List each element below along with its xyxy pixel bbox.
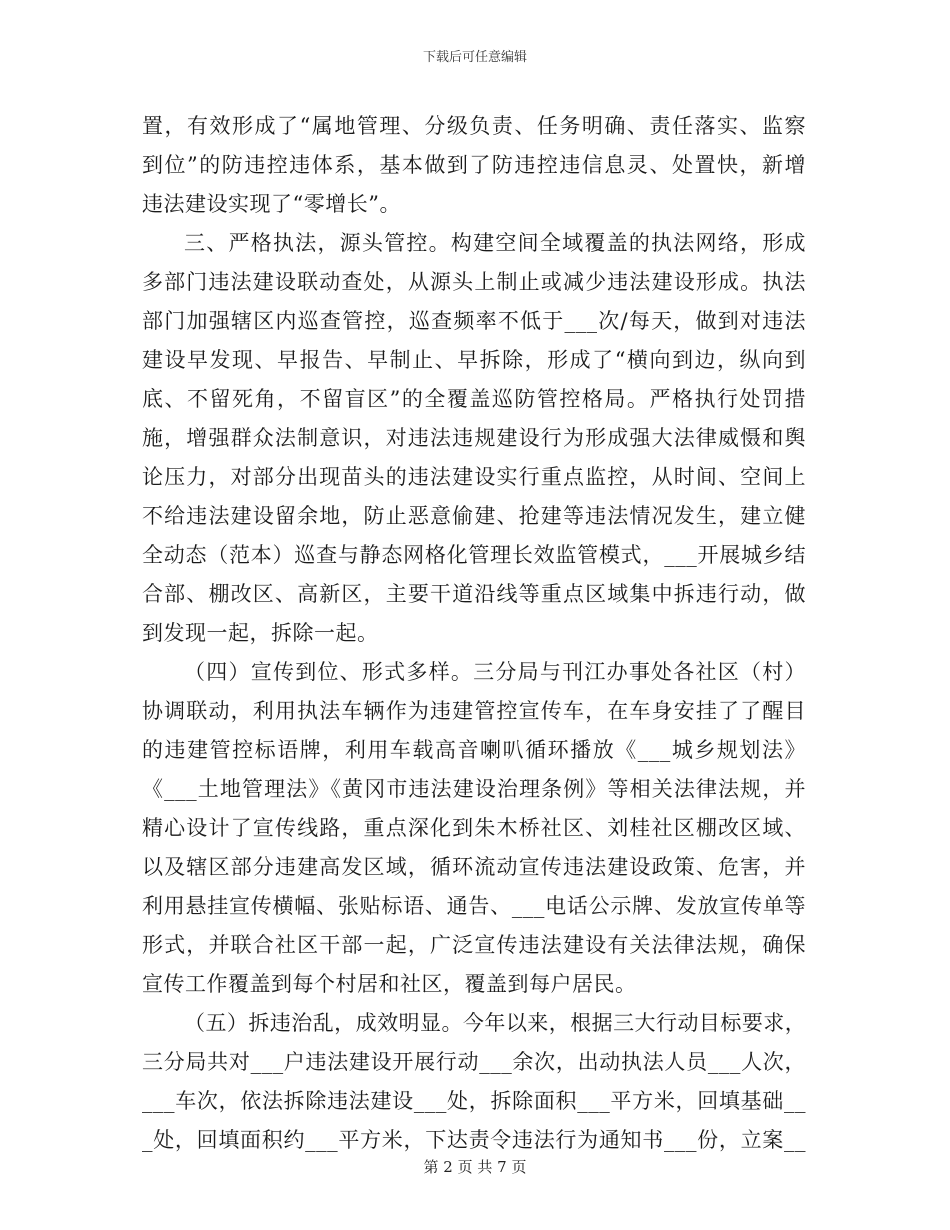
text-line: 形式，并联合社区干部一起，广泛宣传违法建设有关法律法规，确保 [142,933,806,957]
page-header: 下载后可任意编辑 [422,50,527,65]
text-line: 置，有效形成了“属地管理、分级负责、任务明确、责任落实、监察 [142,114,806,138]
text-line: 到位”的防违控违体系，基本做到了防违控违信息灵、处置快，新增 [142,153,806,177]
text-line: 论压力，对部分出现苗头的违法建设实行重点监控，从时间、空间上 [142,465,806,489]
text-line: 全动态（范本）巡查与静态网格化管理长效监管模式，___开展城乡结 [142,543,806,567]
paragraph-start-line: （五）拆违治乱，成效明显。今年以来，根据三大行动目标要求， [184,1011,806,1035]
paragraph-start-line: （四）宣传到位、形式多样。三分局与刊江办事处各社区（村） [184,660,806,684]
text-line: 底、不留死角，不留盲区”的全覆盖巡防管控格局。严格执行处罚措 [142,387,806,411]
text-line: 以及辖区部分违建高发区域，循环流动宣传违法建设政策、危害，并 [142,855,806,879]
text-line: 三分局共对___户违法建设开展行动___余次，出动执法人员___人次， [142,1050,806,1074]
text-line: 不给违法建设留余地，防止恶意偷建、抢建等违法情况发生，建立健 [142,504,806,528]
text-line: 协调联动，利用执法车辆作为违建管控宣传车，在车身安挂了了醒目 [142,699,806,723]
text-line: 精心设计了宣传线路，重点深化到朱木桥社区、刘桂社区棚改区域、 [142,816,806,840]
text-line: 的违建管控标语牌，利用车载高音喇叭循环播放《___城乡规划法》 [142,738,806,762]
text-line: 合部、棚改区、高新区，主要干道沿线等重点区域集中拆违行动，做 [142,582,806,606]
text-line: _处，回填面积约___平方米，下达责令违法行为通知书___份，立案__ [142,1128,806,1152]
text-line: 施，增强群众法制意识，对违法违规建设行为形成强大法律威慑和舆 [142,426,806,450]
document-body [142,107,806,1160]
text-line: ___车次，依法拆除违法建设___处，拆除面积___平方米，回填基础__ [142,1089,806,1113]
text-line: 宣传工作覆盖到每个村居和社区，覆盖到每户居民。 [142,972,637,996]
text-line: 建设早发现、早报告、早制止、早拆除，形成了“横向到边，纵向到 [142,348,806,372]
page-number-footer: 第 2 页 共 7 页 [423,1158,527,1176]
text-line: 部门加强辖区内巡查管控，巡查频率不低于___次/每天，做到对违法 [142,309,806,333]
text-line: 《___土地管理法》《黄冈市违法建设治理条例》等相关法律法规，并 [142,777,806,801]
paragraph-start-line: 三、严格执法，源头管控。构建空间全域覆盖的执法网络，形成 [184,231,806,255]
text-line: 多部门违法建设联动查处，从源头上制止或减少违法建设形成。执法 [142,270,806,294]
text-line: 到发现一起，拆除一起。 [142,621,379,645]
text-line: 利用悬挂宣传横幅、张贴标语、通告、___电话公示牌、发放宣传单等 [142,894,806,918]
text-line: 违法建设实现了“零增长”。 [142,192,401,216]
